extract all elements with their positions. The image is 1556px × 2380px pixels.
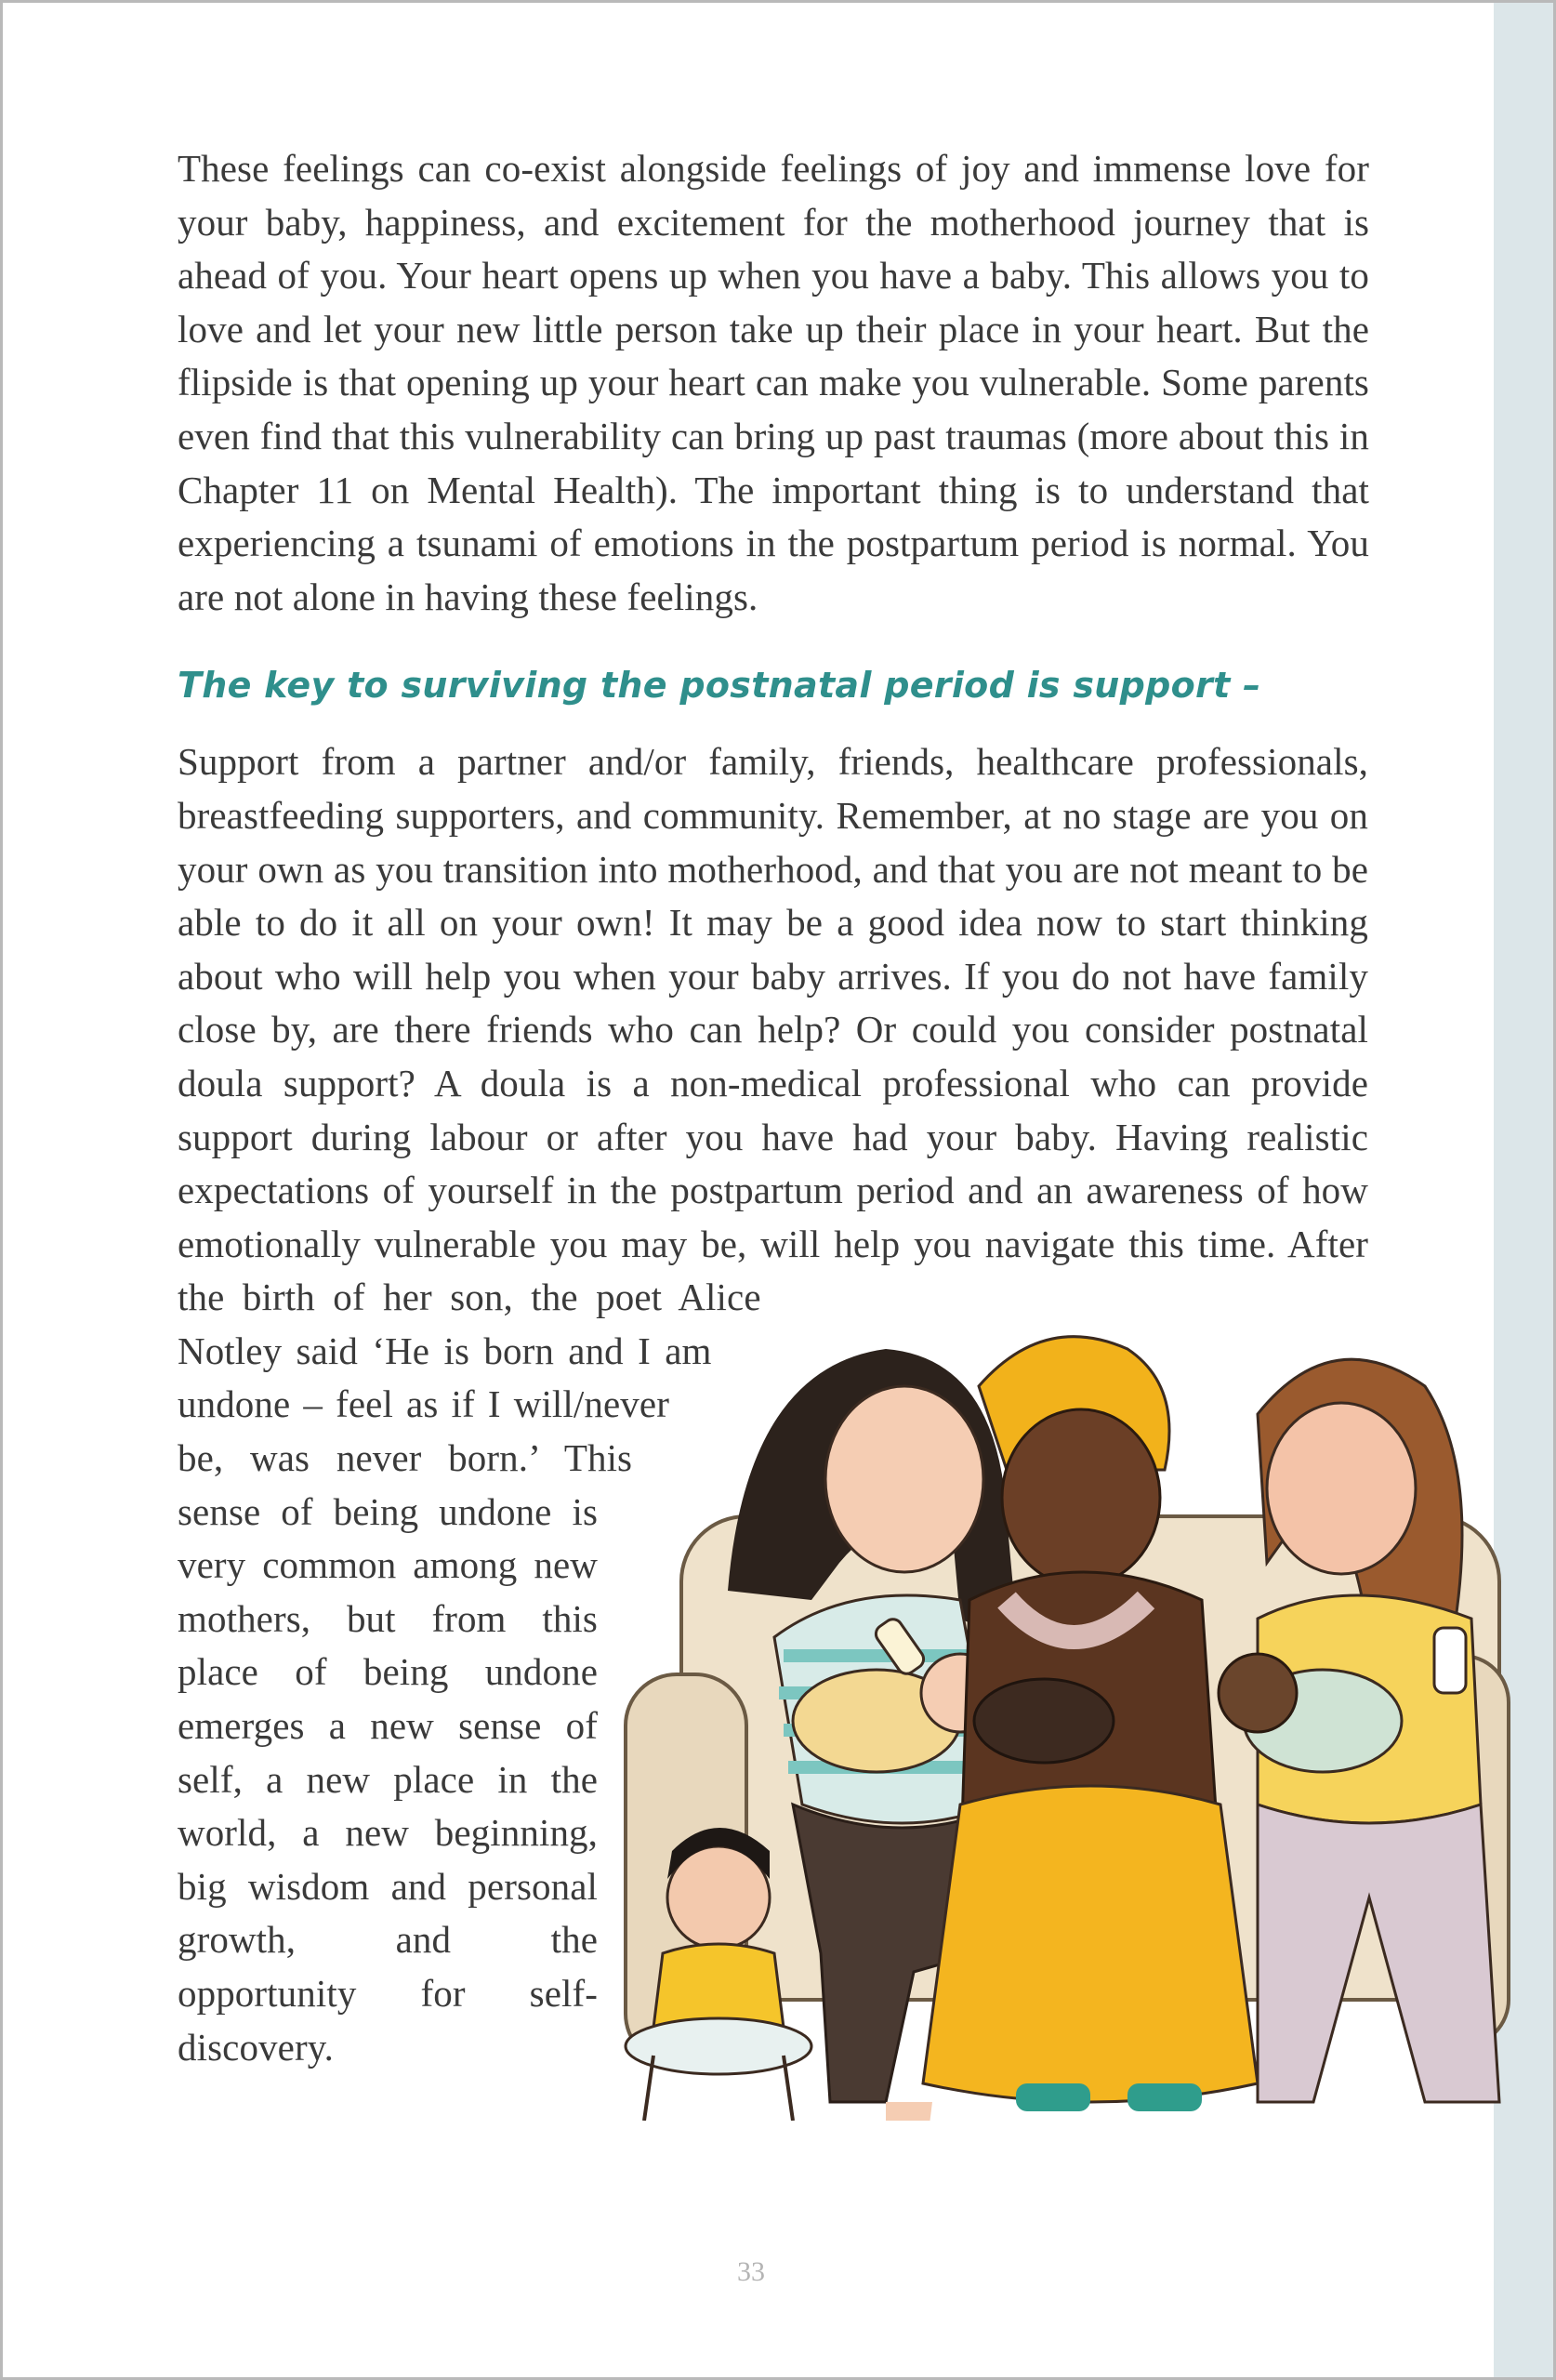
baby-center: [974, 1679, 1114, 1763]
baby-bottle-right: [1434, 1628, 1466, 1693]
woman-center-sandal-right: [1127, 2083, 1202, 2111]
woman-center-sandal-left: [1016, 2083, 1090, 2111]
woman-left-face: [825, 1386, 983, 1572]
mothers-illustration: [607, 1284, 1518, 2121]
page-content: [178, 142, 1369, 2121]
woman-right-face: [1267, 1403, 1416, 1574]
toddler-top: [653, 1944, 784, 2028]
woman-center-face: [1002, 1409, 1160, 1586]
intro-paragraph: These feelings can co-exist alongside feelings of joy and immense love for your baby, happiness, and excitement for the motherhood journey that is ahead of you. Your heart opens up when you have a baby. This allows you to love and let your new little person take up their place in your heart. But the flipside is that opening up your heart can make you vulnerable. Some parents even find that this vulnerability can bring up past traumas (more about this in Chapter 11 on Mental Health). The important thing is to understand that experiencing a tsunami of emotions in the postpartum period is normal. You are not alone in having these feelings.: [178, 147, 1369, 618]
baby-right-head: [1219, 1654, 1297, 1732]
support-paragraph: Support from a partner and/or family, friends, healthcare professionals, breastfeeding supporters, and community. Remember, at no stage are you on your own as you transition into motherhood, and that you are not meant to be able to do it all on your own! It may be a good idea now to start thinking about who will help you when your baby arrives. If you do not have family close by, are there friends who can help? Or could you consider postnatal doula support? A doula is a non-medical professional who can provide support during labour or after you have had your baby. Having realistic expectations of yourself in the postpartum period and an awareness of how emotionally vulnerable you may be, will help you navigate this time. After the birth of her son, the poet Alice Notley said ‘He is born and I am undone – feel as if I will/never be, was never born.’ This sense of being undone is very common among new mothers, but from this place of being undone emerges a new sense of self, a new place in the world, a new beginning, big wisdom and personal growth, and the opportunity for self-discovery.: [178, 740, 1368, 2069]
mothers-illustration-svg: [607, 1284, 1518, 2121]
woman-center-skirt: [923, 1786, 1258, 2102]
woman-left-leg: [886, 2102, 932, 2121]
section-subheading: The key to surviving the postnatal period is support –: [178, 665, 1261, 707]
page-number: 33: [737, 2256, 765, 2287]
float-spacer: [1368, 735, 1369, 1284]
support-section: [178, 735, 1369, 2074]
